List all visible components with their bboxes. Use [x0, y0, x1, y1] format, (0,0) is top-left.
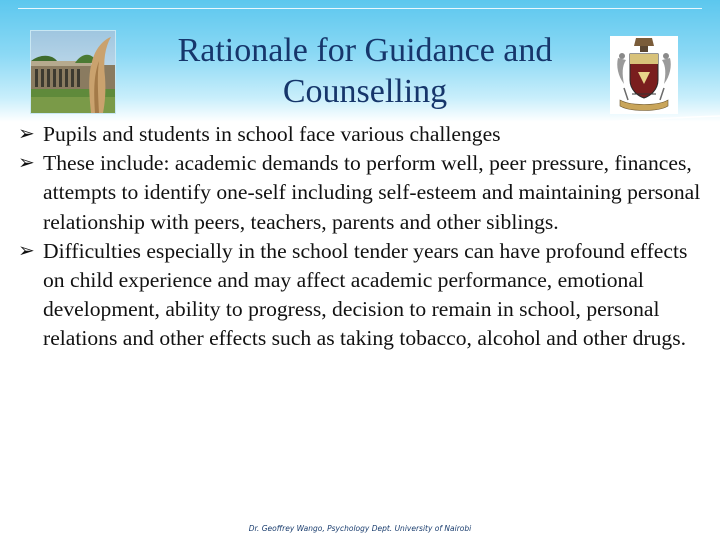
university-crest — [610, 36, 678, 114]
bullet-item — [18, 120, 702, 149]
bullet-list — [18, 120, 702, 354]
bullet-item — [18, 149, 702, 237]
campus-photo — [30, 30, 116, 114]
bullet-item — [18, 237, 702, 354]
bullet-text: These include: academic demands to perform well, peer pressure, finances, attempts to identify one-self including self-esteem and maintaining personal relationship with peers, teachers, parents and other siblings. — [43, 151, 701, 234]
arrow-bullet-icon: ➢ — [18, 239, 35, 262]
slide-title: Rationale for Guidance and Counselling — [177, 32, 553, 110]
slide-footer: Dr. Geoffrey Wango, Psychology Dept. University of Nairobi — [248, 524, 472, 533]
header-border-line — [18, 8, 702, 9]
bullet-text: Difficulties especially in the school tender years can have profound effects on child experience and may affect academic performance, emotional development, ability to progress, decision to remain in school, personal relations and other effects such as taking tobacco, alcohol and other drugs. — [43, 238, 688, 351]
bullet-text: Pupils and students in school face various challenges — [43, 122, 501, 146]
arrow-bullet-icon: ➢ — [18, 123, 35, 145]
arrow-bullet-icon: ➢ — [18, 152, 35, 175]
